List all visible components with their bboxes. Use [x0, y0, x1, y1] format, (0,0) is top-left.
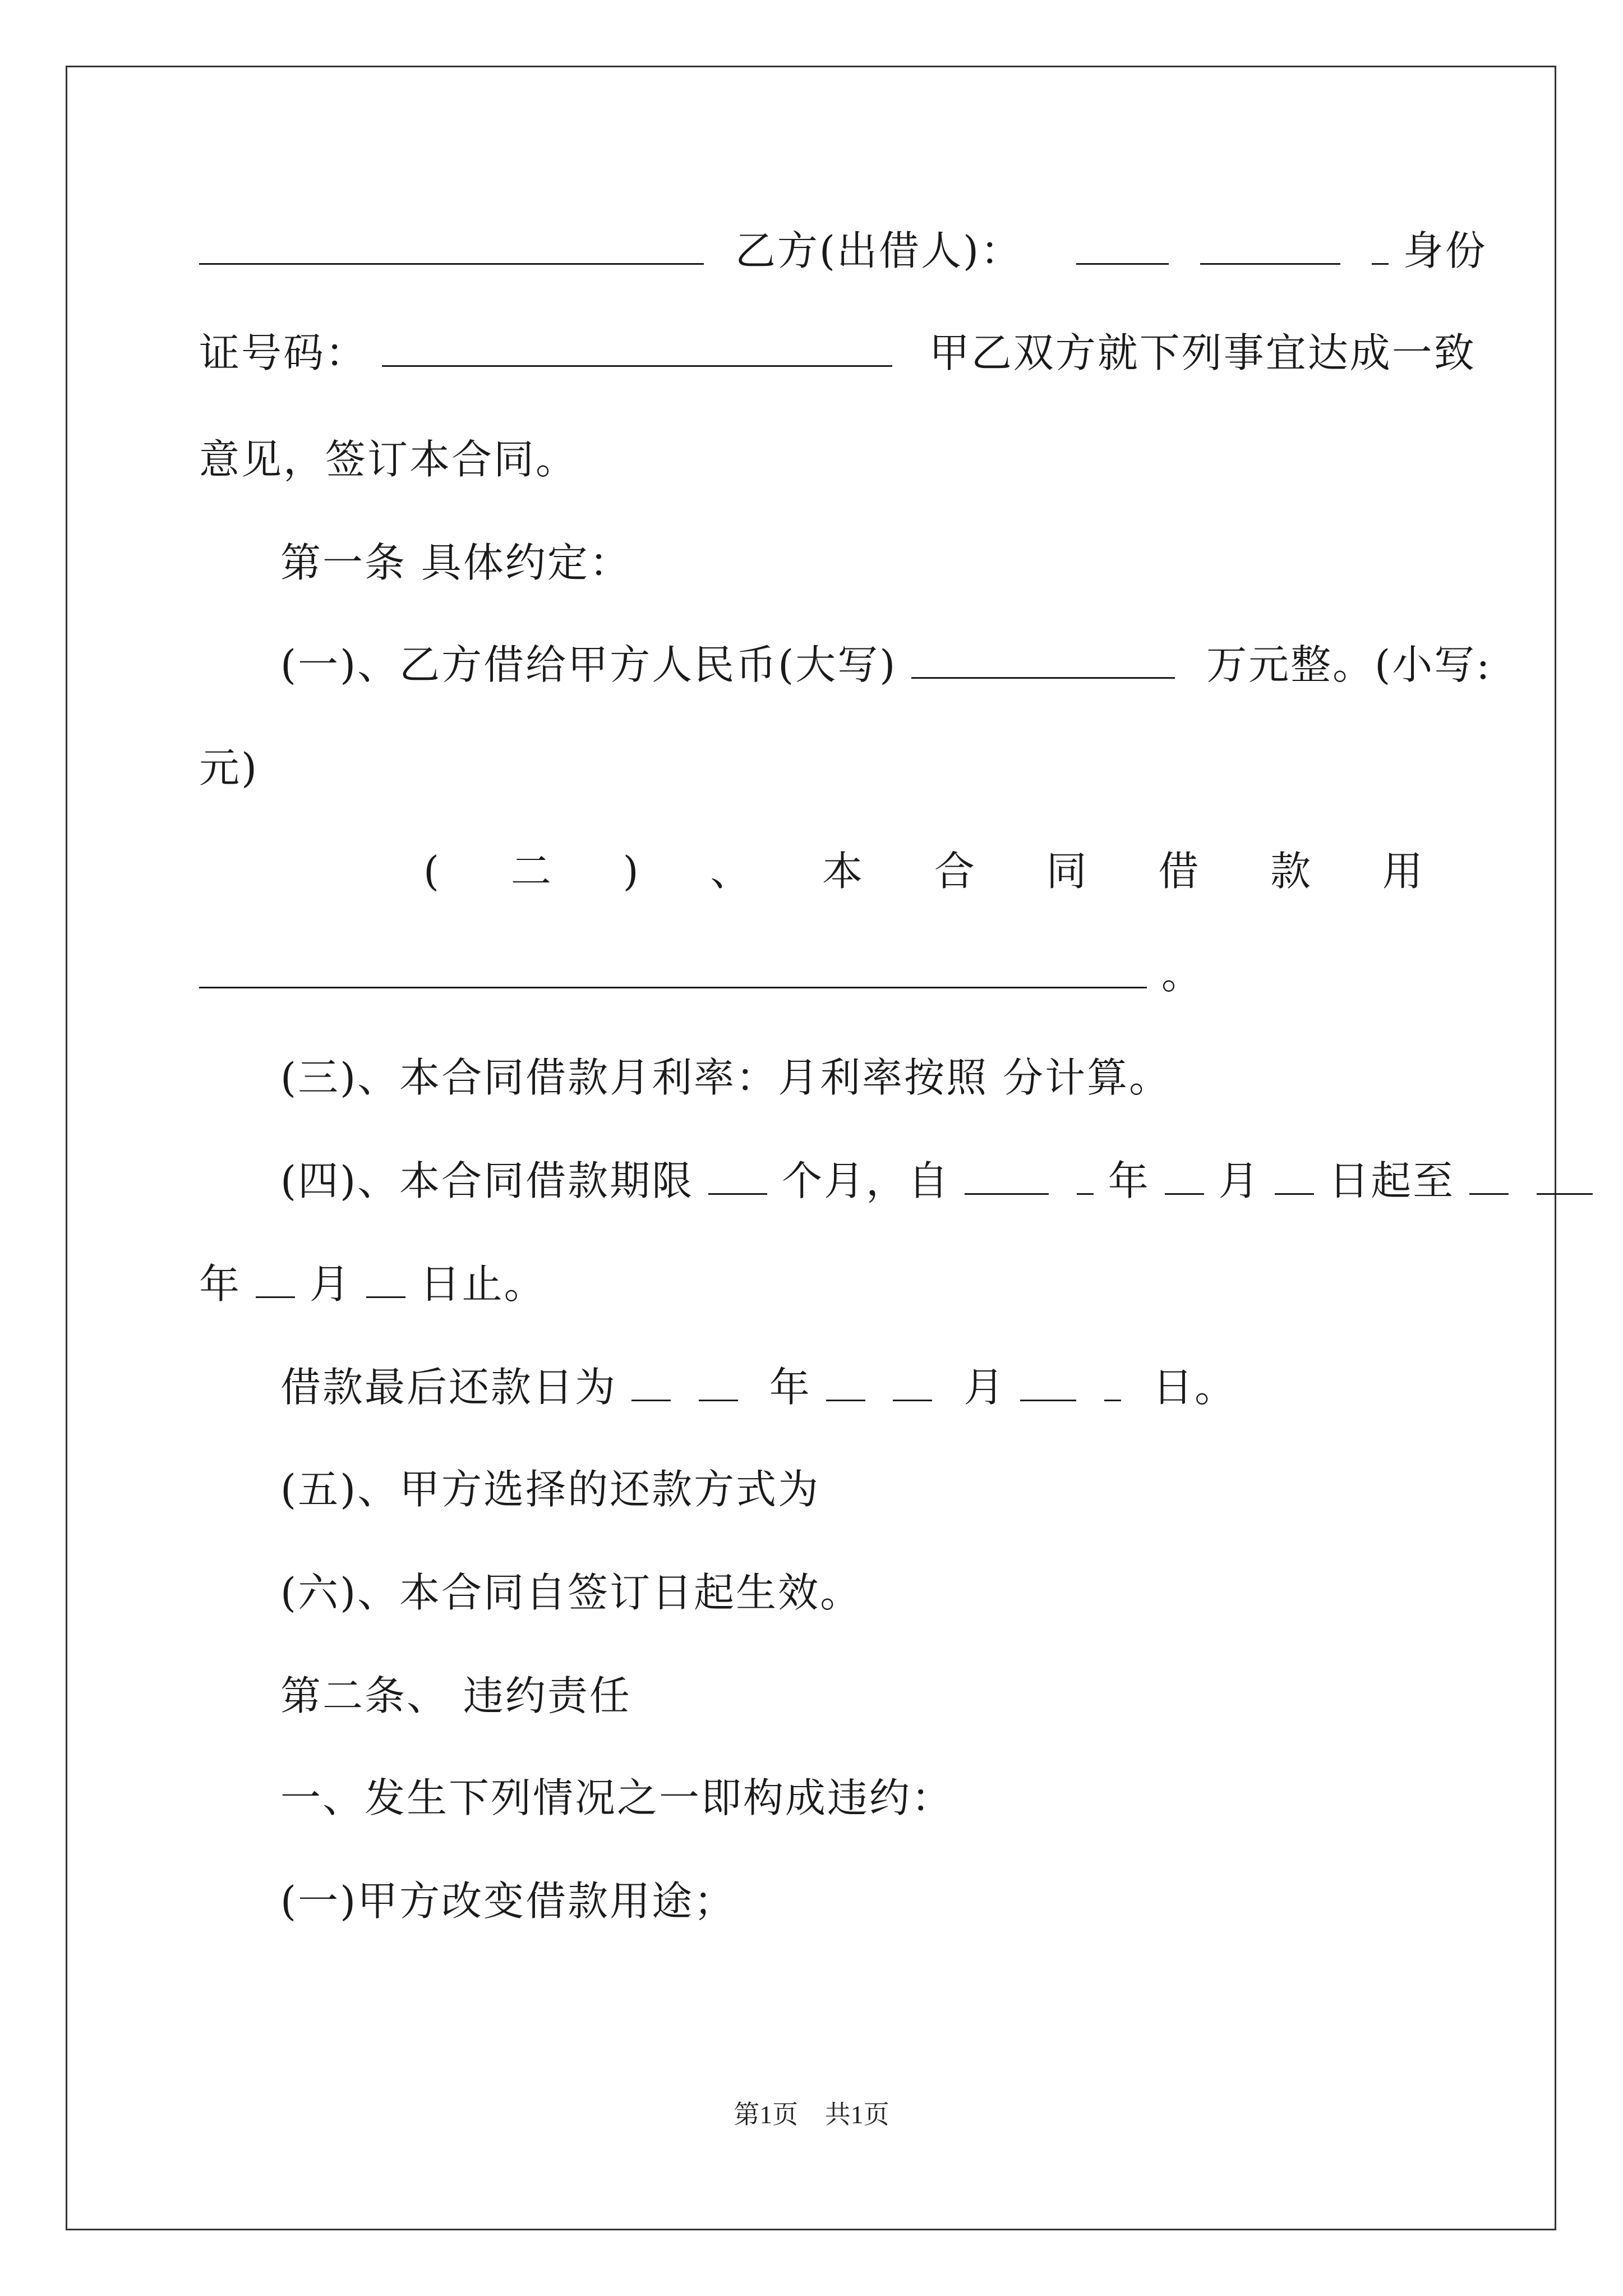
clause-2-char: 、 [710, 848, 753, 895]
clause-4-continue [199, 1253, 1424, 1315]
clause-4-text: (四)、本合同借款期限 [280, 1157, 694, 1204]
final-repayment-month: 月 [963, 1364, 1006, 1411]
blank-end-month [256, 1259, 295, 1298]
clause-4-until: 日起至 [1329, 1157, 1455, 1204]
clause-2-char: 用 [1382, 848, 1424, 895]
blank-loan-purpose [199, 950, 1147, 988]
agreement-intro: 甲乙双方就下列事宜达成一致 [929, 329, 1476, 376]
clause-4-end-year: 年 [199, 1260, 242, 1308]
clause-4-month: 月 [1218, 1157, 1261, 1204]
clause-1-amount [199, 634, 1492, 696]
clause-2-blank-line [199, 944, 1424, 1005]
blank-repay-year-1 [631, 1363, 671, 1401]
clause-4-end: 日止。 [419, 1260, 546, 1308]
breach-conditions-heading: 一、发生下列情况之一即构成违约： [280, 1774, 954, 1821]
clause-1-text: (一)、乙方借给甲方人民币(大写) [280, 641, 897, 688]
clause-4-months: 个月，自 [781, 1157, 950, 1204]
blank-repay-month-2 [893, 1363, 932, 1401]
clause-4-end-month: 月 [309, 1260, 352, 1308]
clause-2-char: 款 [1270, 848, 1313, 895]
id-label-start: 身份 [1403, 227, 1487, 274]
blank-repay-day-1 [1020, 1363, 1076, 1401]
page-total: 共1页 [824, 2100, 889, 2129]
clause-1-text-end: 万元整。(小写: [1206, 641, 1492, 688]
blank-repay-year-2 [699, 1363, 738, 1401]
clause-2-char: 借 [1158, 848, 1201, 895]
blank-end-year-1 [1469, 1156, 1509, 1195]
clause-2-char: 本 [822, 848, 865, 895]
blank-repay-day-2 [1104, 1363, 1121, 1401]
line-party-b [199, 220, 1487, 282]
article-one-heading: 第一条 具体约定： [280, 539, 631, 586]
clause-2-end: 。 [1161, 951, 1204, 998]
clause-2-purpose [199, 840, 1424, 902]
article-two-heading: 第二条、 违约责任 [280, 1672, 631, 1719]
party-b-label: 乙方(出借人)： [735, 227, 1023, 274]
page-footer [0, 2098, 1623, 2132]
final-repayment-day: 日。 [1152, 1364, 1237, 1411]
blank-start-year-1 [965, 1156, 1049, 1195]
clause-3-interest: (三)、本合同借款月利率：月利率按照 分计算。 [280, 1054, 1172, 1101]
blank-start-year-2 [1077, 1156, 1094, 1195]
clause-4-term [199, 1150, 1455, 1212]
clause-5-repayment-method: (五)、甲方选择的还款方式为 [280, 1466, 820, 1513]
clause-1-continue: 元) [199, 744, 259, 792]
blank-repay-month-1 [826, 1363, 865, 1401]
final-repayment-text: 借款最后还款日为 [280, 1364, 617, 1411]
clause-2-char: ) [623, 848, 640, 895]
blank-party-b-name-3 [1372, 226, 1389, 265]
page-number: 第1页 [734, 2100, 799, 2129]
clause-2-char: ( [423, 848, 441, 895]
id-label-end: 证号码： [199, 329, 368, 376]
blank-term-months [708, 1156, 767, 1195]
final-repayment-year: 年 [769, 1364, 811, 1411]
blank-id-number [382, 328, 892, 367]
line-id-number [199, 322, 1476, 384]
clause-2-char: 二 [510, 848, 553, 895]
blank-end-year-2 [1537, 1156, 1593, 1195]
clause-2-char: 合 [934, 848, 976, 895]
blank-start-month [1165, 1156, 1204, 1195]
breach-condition-1: (一)甲方改变借款用途； [280, 1878, 736, 1925]
line-intro-end: 意见，签订本合同。 [199, 436, 578, 483]
blank-amount-words [911, 640, 1175, 679]
clause-6-effective: (六)、本合同自签订日起生效。 [280, 1569, 863, 1616]
blank-end-day [366, 1259, 405, 1298]
clause-2-char: 同 [1046, 848, 1089, 895]
blank-party-a-name [199, 226, 704, 265]
final-repayment-date [199, 1356, 1424, 1418]
blank-start-day [1275, 1156, 1314, 1195]
blank-party-b-name-2 [1200, 226, 1340, 265]
blank-party-b-name-1 [1076, 226, 1169, 265]
clause-4-year: 年 [1108, 1157, 1150, 1204]
